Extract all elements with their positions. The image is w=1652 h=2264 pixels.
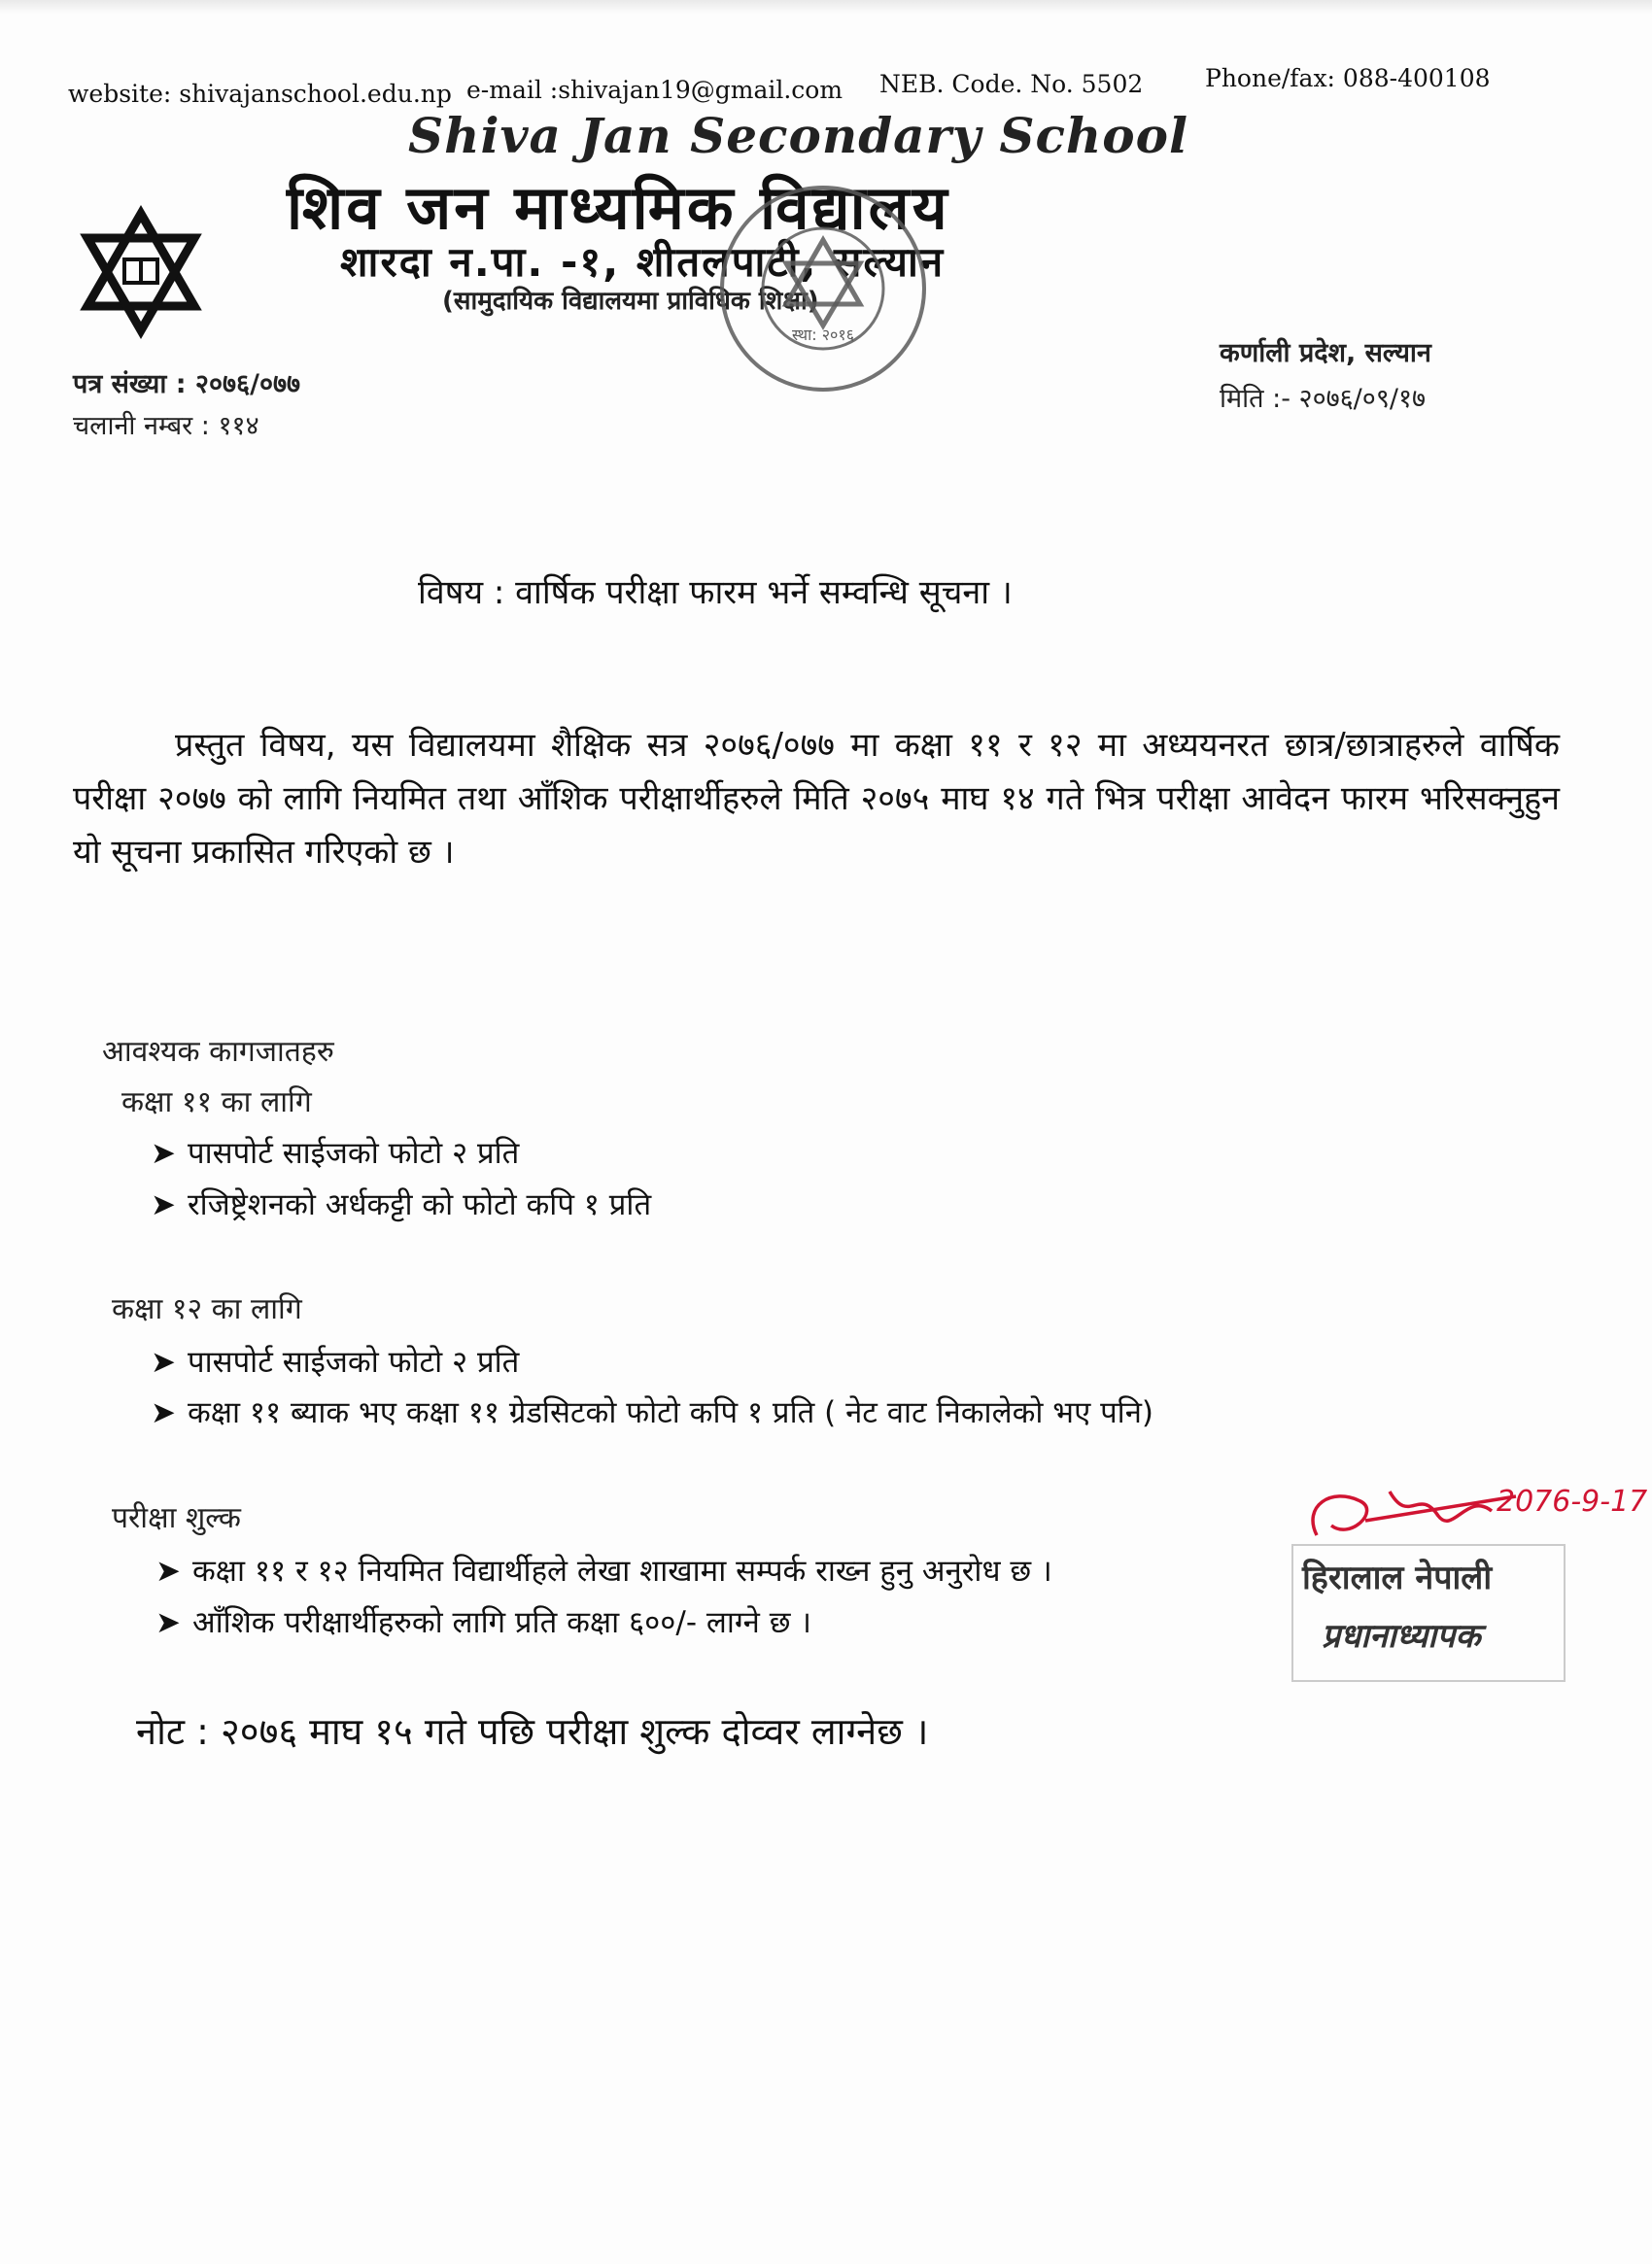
arrow-bullet-icon: ➤: [151, 1136, 176, 1171]
arrow-bullet-icon: ➤: [155, 1605, 181, 1640]
school-emblem-icon: [78, 209, 204, 335]
principal-signature-icon: [1273, 1467, 1648, 1710]
neb-code-text: NEB. Code. No. 5502: [879, 70, 1144, 98]
school-seal-icon: [714, 180, 933, 398]
list-item: [155, 1601, 811, 1642]
email-text: e-mail :shivajan19@gmail.com: [466, 76, 843, 104]
school-name-english: Shiva Jan Secondary School: [408, 107, 1188, 164]
class11-label: कक्षा ११ का लागि: [121, 1085, 312, 1119]
seal-text: स्था: २०१६: [791, 326, 855, 344]
principal-title: प्रधानाध्यापक: [1322, 1617, 1481, 1656]
list-item: [151, 1183, 651, 1224]
list-item: [155, 1550, 1052, 1591]
notice-body: प्रस्तुत विषय, यस विद्यालयमा शैक्षिक सत्र २०७६/०७७ मा कक्षा ११ र १२ मा अध्ययनरत छात्र/छात्राहरुले वार्षिक परीक्षा २०७७ को लागि नियमित तथा आँशिक परीक्षार्थीहरुले मिति २०७५ माघ १४ गते भित्र परीक्षा आवेदन फारम भरिसक्नुहुन यो सूचना प्रकासित गरिएको छ ।: [73, 726, 1560, 872]
arrow-bullet-icon: ➤: [155, 1554, 181, 1589]
list-item-text: पासपोर्ट साईजको फोटो २ प्रति: [187, 1136, 520, 1171]
fee-note: नोट : २०७६ माघ १५ गते पछि परीक्षा शुल्क दोव्वर लाग्नेछ ।: [136, 1710, 929, 1753]
signature-date: 2076-9-17: [1497, 1485, 1648, 1519]
list-item: [151, 1341, 519, 1382]
school-tagline: (सामुदायिक विद्यालयमा प्राविधिक शिक्षा): [442, 287, 819, 316]
province-text: कर्णाली प्रदेश, सल्यान: [1220, 338, 1431, 368]
list-item-text: आँशिक परीक्षार्थीहरुको लागि प्रति कक्षा ६००/- लाग्ने छ ।: [191, 1605, 812, 1640]
scan-edge: [0, 0, 1652, 14]
list-item-text: रजिष्ट्रेशनको अर्धकट्टी को फोटो कपि १ प्रति: [187, 1187, 652, 1222]
dispatch-number: चलानी नम्बर : ११४: [73, 411, 259, 441]
website-text: website: shivajanschool.edu.np: [68, 80, 452, 108]
letter-number: पत्र संख्या : २०७६/०७७: [73, 369, 301, 399]
fees-heading: परीक्षा शुल्क: [112, 1501, 241, 1535]
principal-name: हिरालाल नेपाली: [1302, 1559, 1493, 1597]
list-item: [151, 1132, 519, 1173]
notice-subject: विषय : वार्षिक परीक्षा फारम भर्ने सम्वन्धि सूचना ।: [418, 573, 1013, 612]
documents-heading: आवश्यक कागजातहरु: [102, 1035, 334, 1069]
phone-text: Phone/fax: 088-400108: [1205, 64, 1491, 92]
letter-date: मिति :- २०७६/०९/१७: [1220, 384, 1427, 414]
arrow-bullet-icon: ➤: [151, 1187, 176, 1222]
arrow-bullet-icon: ➤: [151, 1345, 176, 1380]
list-item: [151, 1391, 1153, 1432]
list-item-text: कक्षा ११ र १२ नियमित विद्यार्थीहले लेखा शाखामा सम्पर्क राख्न हुनु अनुरोध छ ।: [191, 1554, 1052, 1589]
arrow-bullet-icon: ➤: [151, 1395, 176, 1430]
list-item-text: कक्षा ११ ब्याक भए कक्षा ११ ग्रेडसिटको फोटो कपि १ प्रति ( नेट वाट निकालेको भए पनि): [187, 1395, 1154, 1430]
list-item-text: पासपोर्ट साईजको फोटो २ प्रति: [187, 1345, 520, 1380]
school-address: शारदा न.पा. -१, शीतलपाटी, सल्यान: [340, 238, 946, 286]
school-name-nepali: शिव जन माध्यमिक विद्यालय: [287, 172, 950, 243]
class12-label: कक्षा १२ का लागि: [112, 1292, 302, 1326]
